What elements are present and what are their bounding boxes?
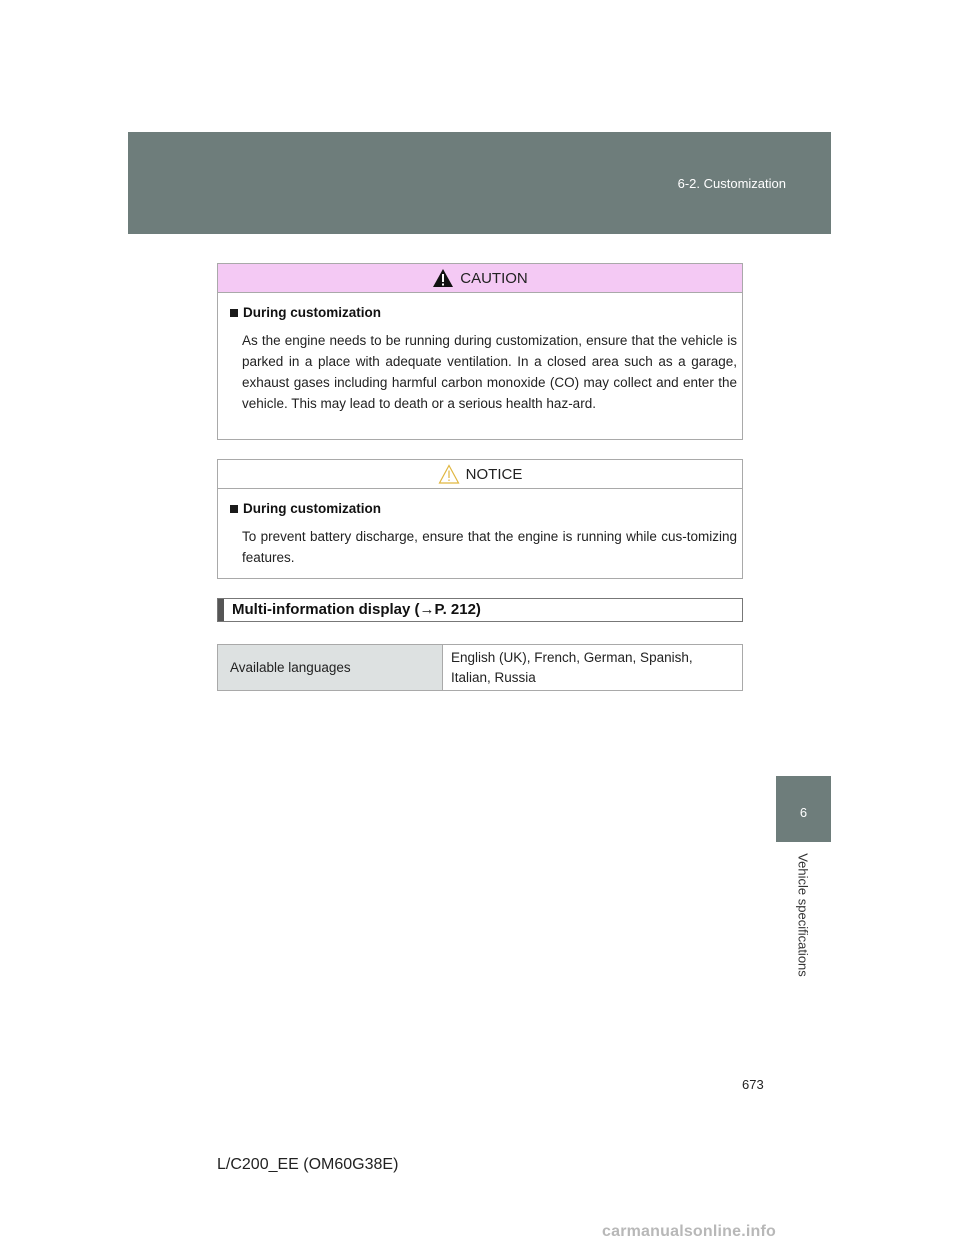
- setting-name: Available languages: [218, 645, 443, 691]
- setting-value-line: English (UK), French, German, Spanish,: [451, 649, 693, 665]
- caution-item-title-text: During customization: [243, 305, 381, 320]
- caution-header: [218, 264, 742, 293]
- section-marker: [218, 599, 224, 621]
- section-title: Multi-information display (→P. 212): [232, 601, 481, 618]
- notice-item-text: To prevent battery discharge, ensure that the engine is running while cus-tomizing features.: [242, 529, 737, 565]
- setting-value: [443, 645, 743, 691]
- notice-header: [218, 460, 742, 489]
- notice-box: [217, 459, 743, 579]
- caution-box: [217, 263, 743, 440]
- caution-heading: CAUTION: [460, 269, 528, 287]
- chapter-number: 6: [799, 805, 808, 820]
- header-band: [128, 132, 831, 234]
- notice-item-title: [230, 501, 737, 516]
- document-code: L/C200_EE (OM60G38E): [217, 1156, 399, 1173]
- caution-item-text: As the engine needs to be running during customization, ensure that the vehicle is parked in a place with adequate ventilation. In a closed area such as a garage, exhaust gases including harmful carbon monoxide (CO) may collect and enter the vehicle. This may lead to death or a serious health haz-ard.: [242, 333, 737, 411]
- chapter-label: Vehicle specifications: [795, 853, 811, 977]
- warning-triangle-icon: [432, 268, 454, 288]
- square-bullet-icon: [230, 309, 238, 317]
- watermark: carmanualsonline.info: [602, 1223, 777, 1240]
- caution-item-title: [230, 305, 737, 320]
- section-heading-bar: [217, 598, 743, 622]
- square-bullet-icon: [230, 505, 238, 513]
- setting-value-line: Italian, Russia: [451, 669, 536, 685]
- settings-table: [217, 644, 743, 691]
- section-breadcrumb: 6-2. Customization: [677, 176, 786, 191]
- notice-heading: NOTICE: [465, 465, 523, 483]
- warning-triangle-outline-icon: [438, 464, 460, 484]
- page-number: 673: [742, 1077, 764, 1092]
- table-row: [218, 645, 743, 691]
- chapter-tab: [776, 776, 831, 842]
- notice-item-title-text: During customization: [243, 501, 381, 516]
